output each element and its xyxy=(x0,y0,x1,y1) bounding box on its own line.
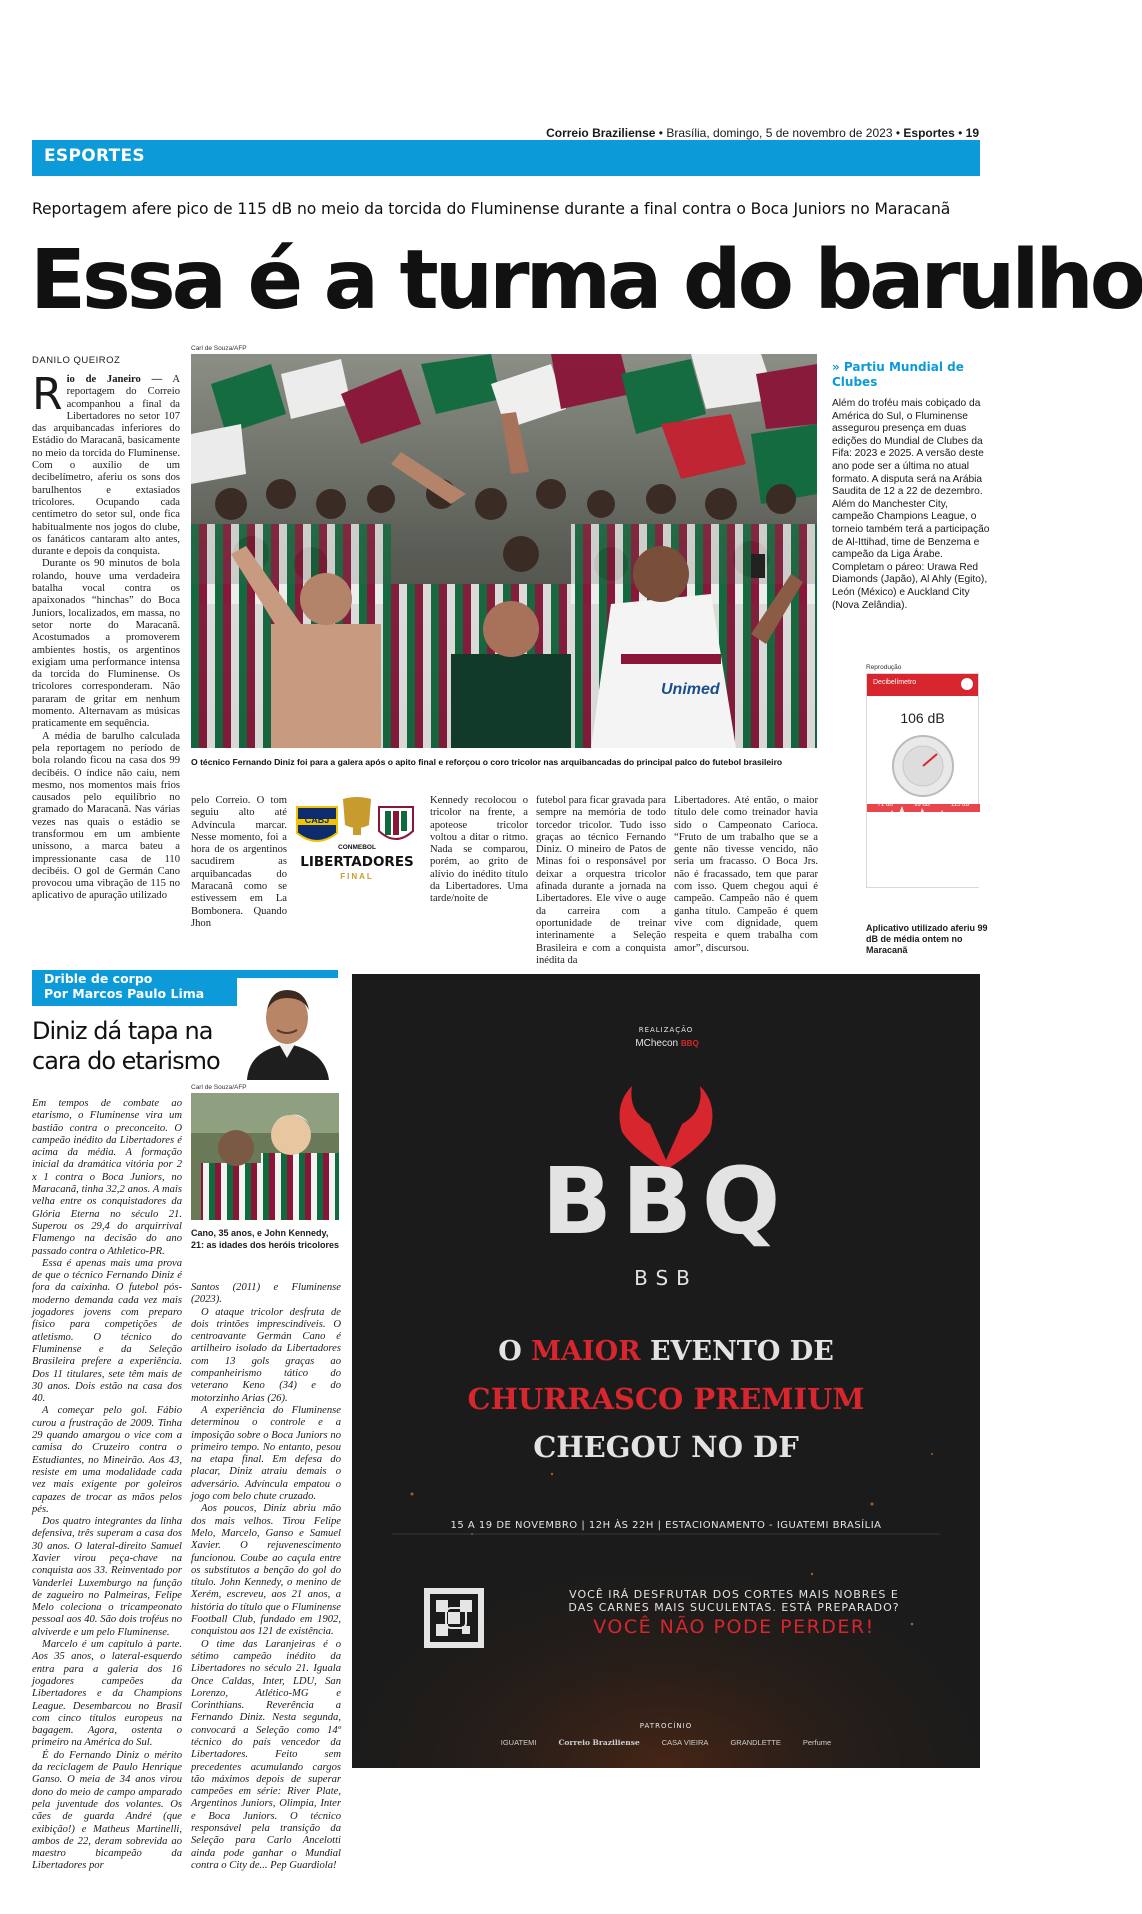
ad-sponsor: CASA VIEIRA xyxy=(661,1738,709,1747)
decibel-app-screenshot xyxy=(866,673,979,888)
column-paragraph: O time das Laranjeiras é o sétimo campeão inédito da Libertadores no século 21. Iguala Once Caldas, Inter, LDU, San Lorenzo, Atlético-MG e Corinthians. Reverência a Fernando Diniz. Nesta segunda, convocará a Seleção como 14º técnico do país vencedor da Libertadores. Feito sem precedentes acumulando cargos tão máximos depois de superar campeões em série: River Plate, Argentinos Juniors, Olimpia, Inter e Boca Juniors. O técnico responsável pela transição da Seleção para Carlo Ancelotti ainda pode ganhar o Mundial contra o City de... Pep Guardiola! xyxy=(191,1638,341,1871)
column-text-1 xyxy=(32,1098,182,1872)
article-column-2 xyxy=(191,795,287,963)
column-paragraph: Essa é apenas mais uma prova de que o técnico Fernando Diniz é fora da caixinha. O futebol pós-moderno demanda cada vez mais jogadores jovens com preparo físico para competições de atletismo. O técnico do Fluminense e da Seleção Brasileira prefere a experiência. Dos 11 titulares, sete têm mais de 30 anos. Dois estão na casa dos 40. xyxy=(32,1257,182,1405)
ad-sponsor: IGUATEMI xyxy=(500,1738,537,1747)
column-title: Diniz dá tapa na cara do etarismo xyxy=(32,1017,220,1075)
ad-bbq-logo: BBQ xyxy=(541,1148,791,1255)
page-headline: Essa é a turma do barulho xyxy=(30,233,1142,328)
column-paragraph: A começar pelo gol. Fábio curou a frustração de 2009. Tinha 29 quando amargou o vice com a camisa do Cruzeiro contra o Estudiantes, no Mineirão. Aos 43, resiste em uma modalidade cada vez mais exigente por goleiros capazes de trocar as mãos pelos pés. xyxy=(32,1405,182,1515)
byline: DANILO QUEIROZ xyxy=(32,355,121,366)
main-photo xyxy=(191,354,817,748)
column-paragraph: Marcelo é um capítulo à parte. Aos 35 anos, o lateral-esquerdo entra para a galeria dos 16 jogadores campeões da Libertadores e da Champions League. Desembarcou no Brasil com cinco títulos europeus na bagagem. Agora, ostenta o primeiro na América do Sul. xyxy=(32,1639,182,1749)
article-paragraph: Durante os 90 minutos de bola rolando, houve uma verdadeira batalha vocal contra os apaixonados “hinchas” do Boca Juniors, localizados, em massa, no setor norte do Maracanã. Acostumados a promoverem ambientes hostis, os argentinos exigiam uma performance intensa da torcida do Fluminense. Os tricolores corresponderam. Não pararam de gritar em nenhum momento. Alternavam as músicas praticamente em sequência. xyxy=(32,558,180,730)
ad-event-info: 15 A 19 DE NOVEMBRO | 12H ÀS 22H | ESTACIONAMENTO - IGUATEMI BRASÍLIA xyxy=(450,1520,882,1531)
stat-avg: 99 dB xyxy=(914,802,930,808)
ad-promo-line-2: DAS CARNES MAIS SUCULENTAS. ESTÁ PREPARADO? xyxy=(568,1601,900,1614)
ad-sponsor-name: MChecon xyxy=(635,1038,679,1049)
article-paragraph: futebol para ficar gravada para sempre na memória de todo torcedor tricolor. Tudo isso graças ao técnico Fernando Diniz. O mineiro de Patos de Minas foi o responsável por deixar a orquestra tricolor afinada durante a jornada na Libertadores. Ele vive o auge da carreira com a oportunidade de treinar interinamente a Seleção Brasileira e com a conquista inédita da xyxy=(536,795,666,966)
ad-sponsor-sub: BBQ xyxy=(680,1039,699,1048)
column-author: Por Marcos Paulo Lima xyxy=(44,986,205,1001)
ad-realizacao: REALIZAÇÃO xyxy=(638,1026,694,1034)
folio-paper: Correio Braziliense xyxy=(546,126,656,140)
column-paragraph: Aos poucos, Diniz abriu mão dos mais velhos. Tirou Felipe Melo, Marcelo, Ganso e Samuel Xavier. O rejuvenescimento funcionou. Coube ao caçula entre os substitutos a benção do gol do título. John Kennedy, o menino de Xerém, escreveu, aos 21 anos, a história do título que o Fluminense Football Club, fundado em 1902, conquistou aos 121 de existência. xyxy=(191,1503,341,1638)
folio-section: Esportes xyxy=(903,126,955,140)
ad-line-3: CHEGOU NO DF xyxy=(533,1430,799,1464)
ad-sponsors xyxy=(352,1738,980,1747)
ad-line-1: O MAIOR EVENTO DE xyxy=(498,1336,834,1367)
article-paragraph: Kennedy recolocou o tricolor na frente, a apoteose tricolor voltou a ditar o ritmo. Nada se comparou, porém, ao grito de alívio do inédito título da Libertadores. Uma tarde/noite de xyxy=(430,795,528,905)
folio-date: Brasília, domingo, 5 de novembro de 2023 xyxy=(666,126,893,140)
ad-highlight: MAIOR xyxy=(531,1336,641,1367)
photo-credit: Carl de Souza/AFP xyxy=(191,345,247,352)
stat-min: 71 dB xyxy=(877,802,894,808)
ad-sponsor: GRANDLETTE xyxy=(730,1738,781,1747)
column-name: Drible de corpo xyxy=(44,971,153,986)
column-paragraph: Em tempos de combate ao etarismo, o Fluminense vira um bastião contra o preconceito. O campeão inédito da Libertadores é acima da média. A formação inicial da dramática vitória por 2 x 1 contra o Boca Juniors, no Maracanã, tinha 32,2 anos. A mais velha entre os conquistadores da Glória Eterna no século 21. Superou os 29,4 do arquirrival Flamengo na decisão do ano passado contra o Athletico-PR. xyxy=(32,1098,182,1257)
app-reading: 106 dB xyxy=(900,710,945,726)
app-title: Decibelímetro xyxy=(873,679,917,686)
author-portrait xyxy=(237,978,338,1080)
article-paragraph: Libertadores. Até então, o maior título dele como treinador havia sido o Campeonato Carioca. “Fruto de um trabalho que se a gente não tivesse vencido, não seria um fracasso. O Boca Jrs. não é fracassado, tem que parar com isso. Quem chegou aqui é campeão. Campeão não é quem ganha título. Campeão é quem vive com dignidade, quem respeita e quem trabalha com amor”, discursou. xyxy=(674,795,818,954)
bbq-advertisement xyxy=(352,974,980,1768)
article-column-2b xyxy=(291,903,427,963)
section-label: ESPORTES xyxy=(44,146,145,166)
article-paragraph: pelo Correio. O tom seguiu alto até Advíncula marcar. Nesse momento, foi a hora de os argentinos sacudirem as arquibancadas do Maracanã como se estivessem em La Bombonera. Quando Jhon xyxy=(191,795,287,929)
article-paragraph: A reportagem do Correio acompanhou a final da Libertadores no setor 107 das arquibancadas inferiores do Estádio do Maracanã, basicamente no meio da torcida do Fluminense. Com o auxílio de um decibelímetro, aferiu os sons dos barulhentos e extasiados tricolores. Ocupando cada centímetro do setor sul, onde fica habitualmente nos jogos do clube, os fanáticos cantaram alto antes, durante e depois da conquista. xyxy=(32,374,180,558)
ad-sponsor-mchecon xyxy=(622,1038,712,1049)
article-column-5 xyxy=(674,795,818,963)
headline-kicker: Reportagem afere pico de 115 dB no meio da torcida do Fluminense durante a final contra o Boca Juniors no Maracanã xyxy=(32,200,951,218)
libertadores-logos xyxy=(291,797,422,893)
ad-sponsor: Perfume xyxy=(802,1738,832,1747)
conmebol-label: CONMEBOL xyxy=(338,844,376,851)
sidebar-title: » Partiu Mundial de Clubes xyxy=(832,360,964,389)
small-photo xyxy=(191,1093,339,1220)
column-label xyxy=(44,971,204,1001)
ad-line-2: CHURRASCO PREMIUM xyxy=(467,1382,865,1416)
article-paragraph: A média de barulho calculada pela reportagem no período de bola rolando ficou na casa dos 99 decibéis. O índice não caiu, nem mesmo, nos momentos mais frios causados pelo equilíbrio no gramado do Maracanã. Nas várias vezes nas quais o estádio se transformou em um ambiente uníssono, a marca bateu a impressionante casa de 110 decibéis. O gol de Germán Cano provocou uma vibração de 115 no aplicativo de apuração utilizado xyxy=(32,730,180,902)
boca-badge-label: CABJ xyxy=(304,815,330,825)
libertadores-label: LIBERTADORES xyxy=(300,854,414,870)
ad-promo-line-3: VOCÊ NÃO PODE PERDER! xyxy=(593,1616,875,1638)
small-photo-credit: Carl de Souza/AFP xyxy=(191,1084,247,1091)
column-text-2 xyxy=(191,1282,341,1871)
column-paragraph: Dos quatro integrantes da linha defensiva, três superam a casa dos 30 anos. O lateral-direito Samuel Xavier virou peça-chave na conquista aos 33. Reinventado por Vanderlei Luxemburgo na função de zagueiro no Palmeiras, Felipe Melo coleciona o tricampeonato pessoal aos 40. São dois troféus no alviverde e um pelo Fluminense. xyxy=(32,1516,182,1638)
column-paragraph: É do Fernando Diniz o mérito da reciclagem de Paulo Henrique Ganso. O meia de 34 anos virou dono do meio de campo amparado pela juventude dos volantes. Os cães de guarda André (que exibição!) e Matheus Martinelli, ambos de 22, deram sobrevida ao maestro bicampeão da Libertadores por xyxy=(32,1749,182,1872)
folio-page: 19 xyxy=(965,126,979,140)
ad-patrocinio: PATROCÍNIO xyxy=(639,1722,693,1730)
column-paragraph: Santos (2011) e Fluminense (2023). xyxy=(191,1282,341,1306)
article-column-4 xyxy=(536,795,666,966)
final-label: FINAL xyxy=(340,872,374,881)
article-column-1 xyxy=(32,369,180,962)
small-photo-caption: Cano, 35 anos, e John Kennedy, 21: as idades dos heróis tricolores xyxy=(191,1228,340,1250)
article-lead: io de Janeiro — xyxy=(66,374,163,385)
article-column-3 xyxy=(430,795,528,963)
phone-credit: Reprodução xyxy=(866,664,902,671)
menu-icon xyxy=(961,678,973,690)
crowd-photo-illustration xyxy=(191,354,817,748)
section-bar xyxy=(32,140,980,176)
app-footer xyxy=(867,812,980,887)
ad-sponsor: Correio Braziliense xyxy=(558,1738,640,1747)
ad-background xyxy=(352,974,980,1768)
app-stats xyxy=(867,802,980,808)
ad-promo-line-1: VOCÊ IRÁ DESFRUTAR DOS CORTES MAIS NOBRES E xyxy=(569,1588,899,1601)
trophy-icon xyxy=(343,797,371,828)
phone-caption: Aplicativo utilizado aferiu 99 dB de média ontem no Maracanã xyxy=(866,923,988,955)
stat-max: 115 dB xyxy=(950,802,970,808)
jersey-sponsor: Unimed xyxy=(661,681,720,698)
dropcap: R xyxy=(32,369,63,420)
page-folio: Correio Braziliense • Brasília, domingo, 5 de novembro de 2023 • Esportes • 19 xyxy=(546,126,979,140)
main-photo-caption: O técnico Fernando Diniz foi para a galera após o apito final e reforçou o coro tricolor nas arquibancadas do principal palco do futebol brasileiro xyxy=(191,757,783,767)
sidebar-text: Além do troféu mais cobiçado da América do Sul, o Fluminense assegurou presença em duas edições do Mundial de Clubes da Fifa: 2023 e 2025. A versão deste ano pode ser a última no atual formato. A disputa será na Arábia Saudita de 12 a 22 de dezembro. Além do Manchester City, campeão Champions League, o torneio também terá a participação de Al-Ittihad, time de Benzema e campeão da Liga Árabe. Completam o páreo: Urawa Red Diamonds (Japão), Al Ahly (Egito), León (México) e Auckland City (Nova Zelândia). xyxy=(832,398,990,611)
app-header xyxy=(867,674,978,696)
column-paragraph: O ataque tricolor desfruta de dois trintões imprescindíveis. O centroavante Germán Cano é artilheiro isolado da Libertadores com 13 gols graças ao companheirismo tático do veterano Keno (34) e do motorzinho Arias (26). xyxy=(191,1306,341,1404)
column-paragraph: A experiência do Fluminense determinou o controle e a imposição sobre o Boca Juniors no primeiro tempo. No entanto, pesou na etapa final. Em defesa do placar, Diniz atraiu demais o adversário. Advíncula empatou o jogo com belo chute cruzado. xyxy=(191,1404,341,1503)
ad-promo xyxy=(524,1588,944,1638)
ad-bsb-label: BSB xyxy=(634,1266,698,1290)
